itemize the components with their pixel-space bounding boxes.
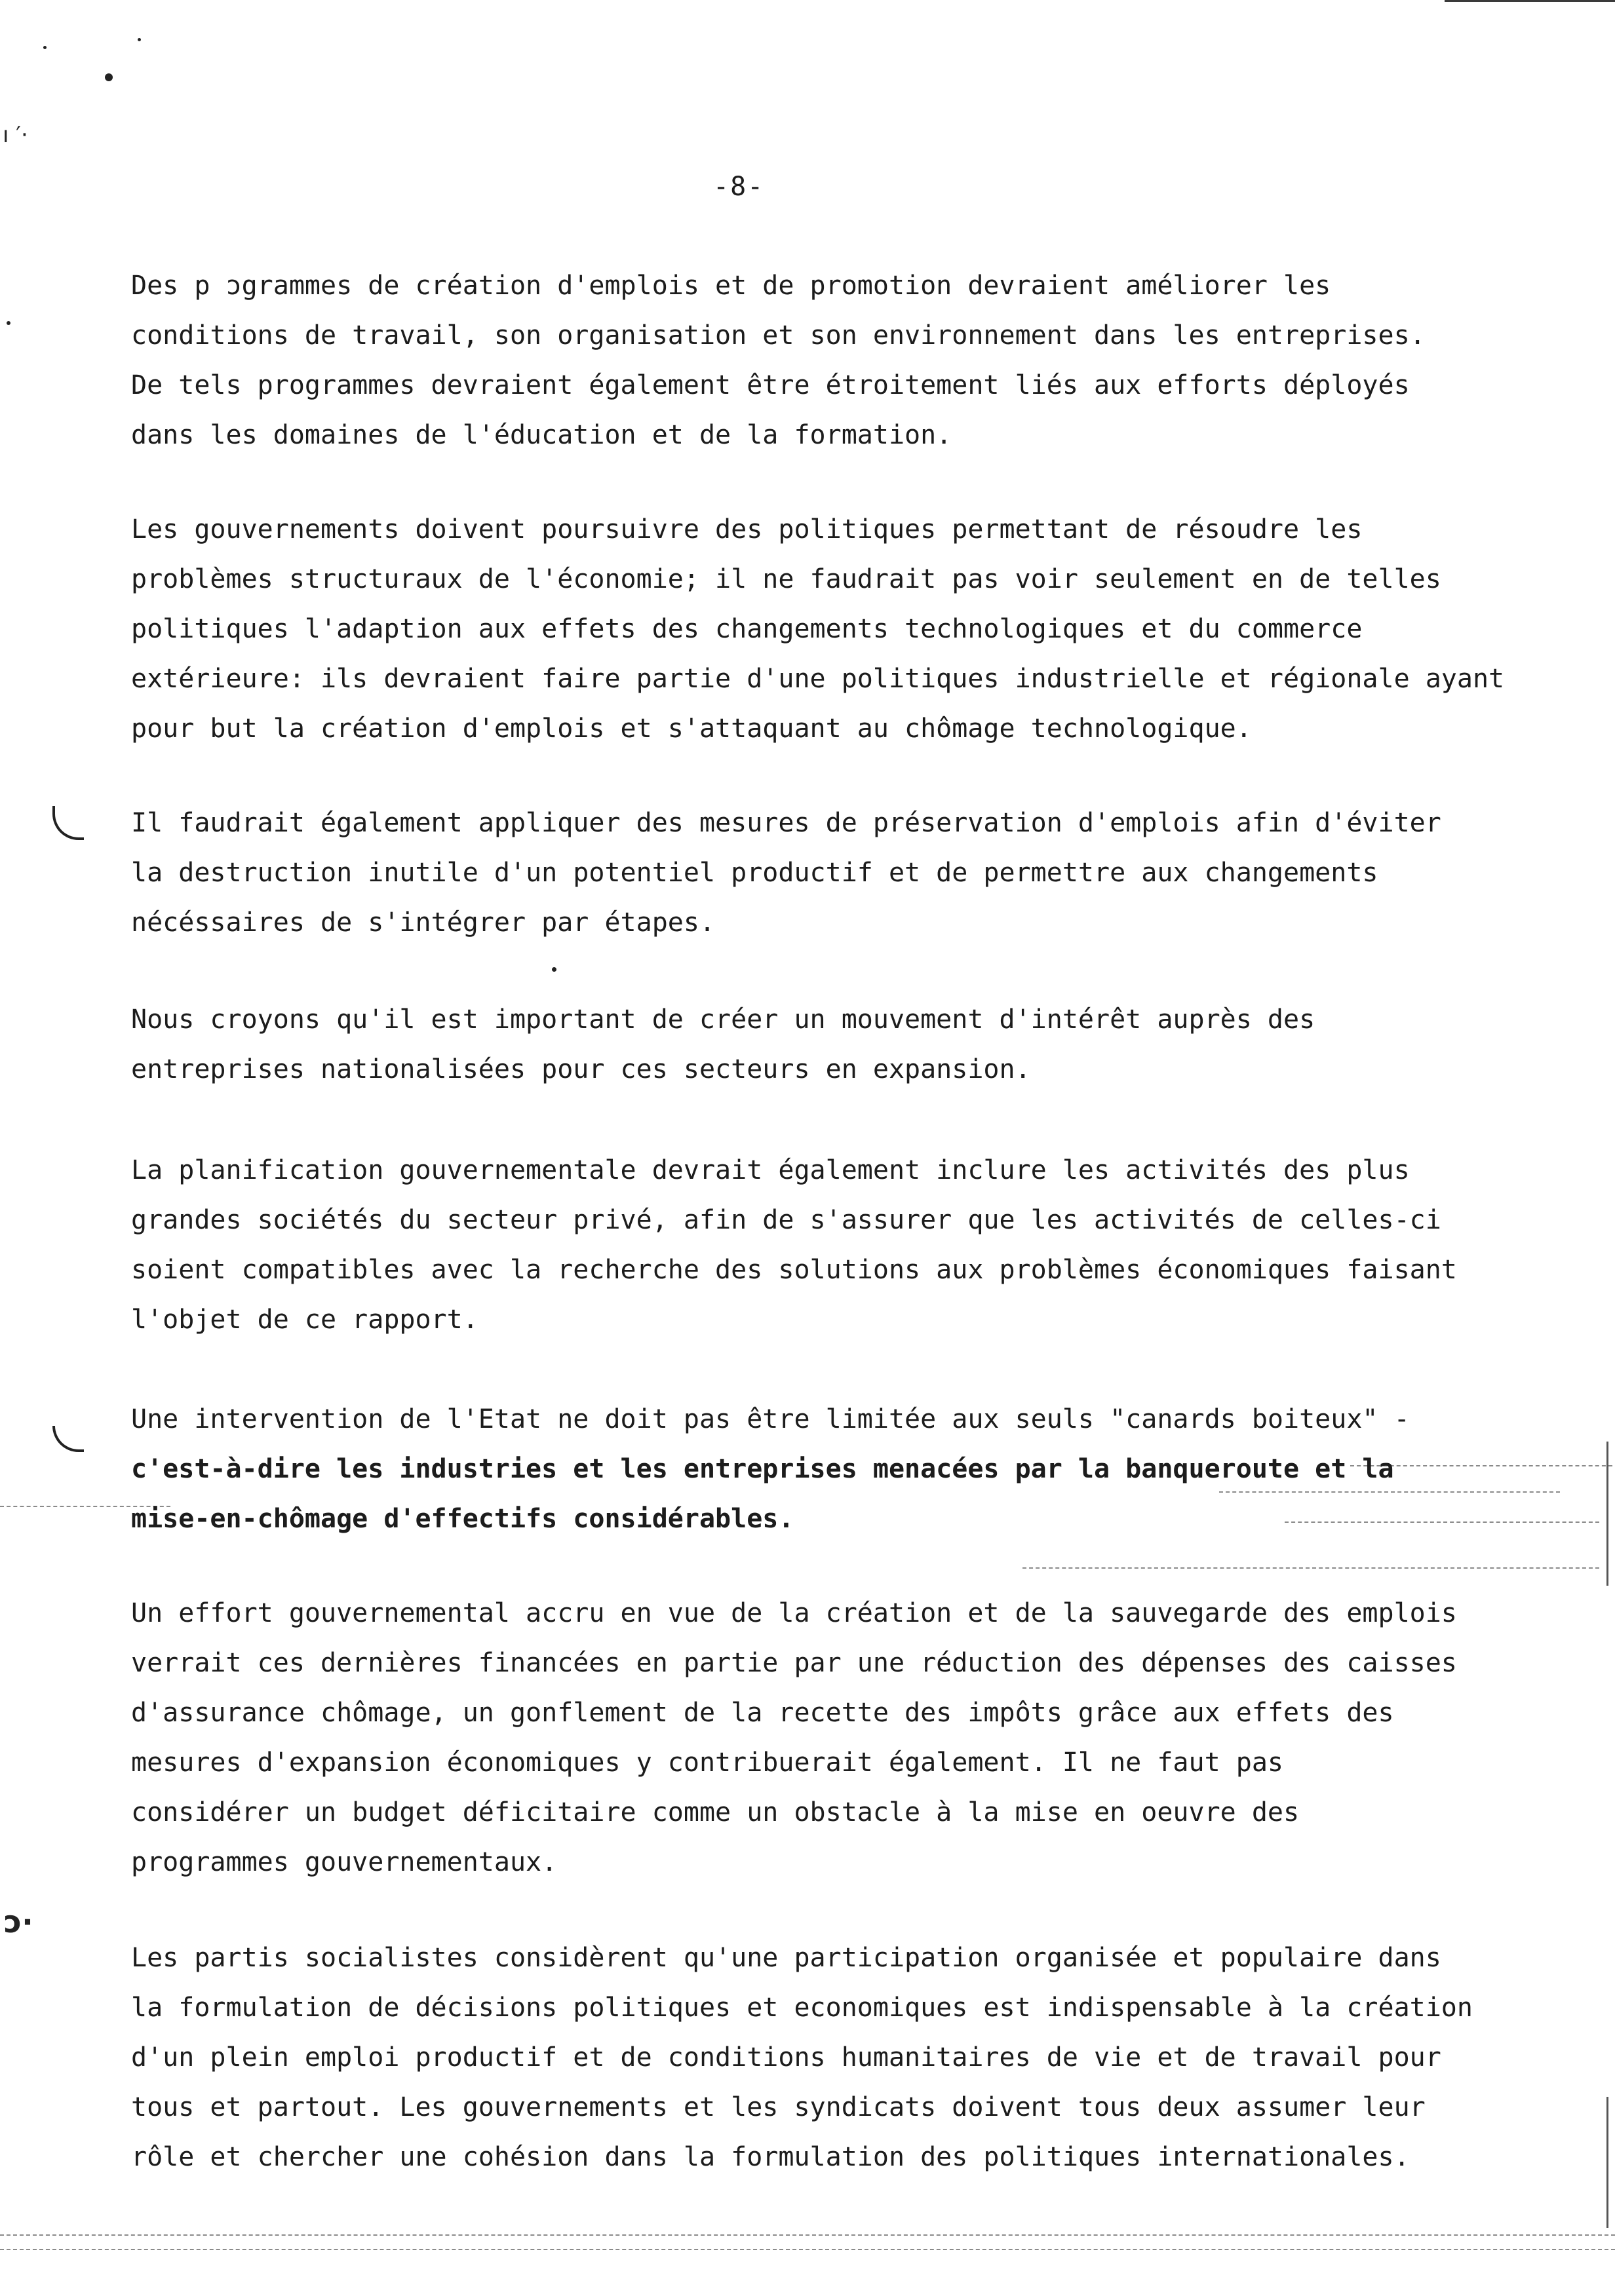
scan-noise-line (0, 2249, 1615, 2250)
text-line: Il faudrait également appliquer des mesures de préservation d'emplois afin d'éviter (131, 808, 1441, 838)
text-line: nécéssaires de s'intégrer par étapes. (131, 908, 716, 938)
paragraph-government-planning (131, 1145, 1481, 1345)
margin-bracket-mark (52, 806, 84, 840)
text-line: l'objet de ce rapport. (131, 1305, 478, 1335)
text-line: Nous croyons qu'il est important de créer un mouvement d'intérêt auprès des (131, 1004, 1315, 1035)
text-line: Un effort gouvernemental accru en vue de la création et de la sauvegarde des emplois (131, 1598, 1457, 1628)
text-line: la destruction inutile d'un potentiel productif et de permettre aux changements (131, 858, 1378, 888)
margin-bracket-mark (52, 1426, 84, 1452)
text-line: soient compatibles avec la recherche des solutions aux problèmes économiques faisant (131, 1255, 1457, 1285)
text-line: De tels programmes devraient également être étroitement liés aux efforts déployés (131, 370, 1410, 400)
text-line: politiques l'adaption aux effets des changements technologiques et du commerce (131, 614, 1363, 644)
right-edge-rule (1606, 1442, 1608, 1586)
paragraph-structural-policies (131, 505, 1505, 754)
text-line: mesures d'expansion économiques y contribuerait également. Il ne faut pas (131, 1748, 1283, 1778)
text-line: problèmes structuraux de l'économie; il ne faudrait pas voir seulement en de telles (131, 564, 1441, 594)
margin-speck (138, 38, 141, 41)
text-line: extérieure: ils devraient faire partie d'une politiques industrielle et régionale ayant (131, 664, 1505, 694)
margin-speck (105, 73, 113, 81)
text-line: la formulation de décisions politiques et economiques est indispensable à la création (131, 1993, 1473, 2023)
text-line: conditions de travail, son organisation et son environnement dans les entreprises. (131, 320, 1426, 351)
text-line: Des p ɔgrammes de création d'emplois et de promotion devraient améliorer les (131, 271, 1331, 301)
text-line: d'un plein emploi productif et de conditions humanitaires de vie et de travail pour (131, 2042, 1441, 2073)
text-line: mise-en-chômage d'effectifs considérables. (131, 1504, 794, 1534)
paragraph-nationalised-enterprises (131, 995, 1481, 1094)
scan-noise-line (0, 2234, 1615, 2236)
text-line: Les partis socialistes considèrent qu'une participation organisée et populaire dans (131, 1943, 1441, 1973)
margin-speck (552, 967, 556, 972)
text-line: d'assurance chômage, un gonflement de la recette des impôts grâce aux effets des (131, 1698, 1394, 1728)
top-edge-rule (1445, 0, 1615, 2)
margin-bracket-mark: ɔ· (4, 1904, 33, 1940)
text-line: c'est-à-dire les industries et les entreprises menacées par la banqueroute et la (131, 1454, 1394, 1484)
corner-scribble: ı ′· (3, 122, 28, 148)
text-line: Les gouvernements doivent poursuivre des politiques permettant de résoudre les (131, 514, 1363, 545)
paragraph-employment-programs (131, 261, 1481, 460)
paragraph-socialist-parties (131, 1933, 1481, 2182)
text-line: pour but la création d'emplois et s'attaquant au chômage technologique. (131, 714, 1252, 744)
text-line: grandes sociétés du secteur privé, afin de s'assurer que les activités de celles-ci (131, 1205, 1441, 1235)
paragraph-government-effort (131, 1588, 1481, 1887)
margin-speck (7, 321, 10, 325)
text-line: considérer un budget déficitaire comme un obstacle à la mise en oeuvre des (131, 1797, 1300, 1827)
margin-speck (43, 46, 47, 49)
text-line: dans les domaines de l'éducation et de la formation. (131, 420, 952, 450)
text-line: rôle et chercher une cohésion dans la formulation des politiques internationales. (131, 2142, 1410, 2172)
text-line: entreprises nationalisées pour ces secteurs en expansion. (131, 1054, 1031, 1084)
page-number: -8- (713, 172, 765, 202)
paragraph-job-preservation (131, 798, 1481, 947)
text-line: tous et partout. Les gouvernements et les syndicats doivent tous deux assumer leur (131, 2092, 1426, 2122)
text-line: verrait ces dernières financées en partie par une réduction des dépenses des caisses (131, 1648, 1457, 1678)
text-line: Une intervention de l'Etat ne doit pas être limitée aux seuls "canards boiteux" - (131, 1404, 1410, 1434)
right-edge-rule (1606, 2097, 1608, 2228)
scan-noise-line (1022, 1567, 1599, 1569)
text-line: La planification gouvernementale devrait également inclure les activités des plus (131, 1155, 1410, 1185)
text-line: programmes gouvernementaux. (131, 1847, 558, 1877)
paragraph-state-intervention (131, 1394, 1481, 1544)
